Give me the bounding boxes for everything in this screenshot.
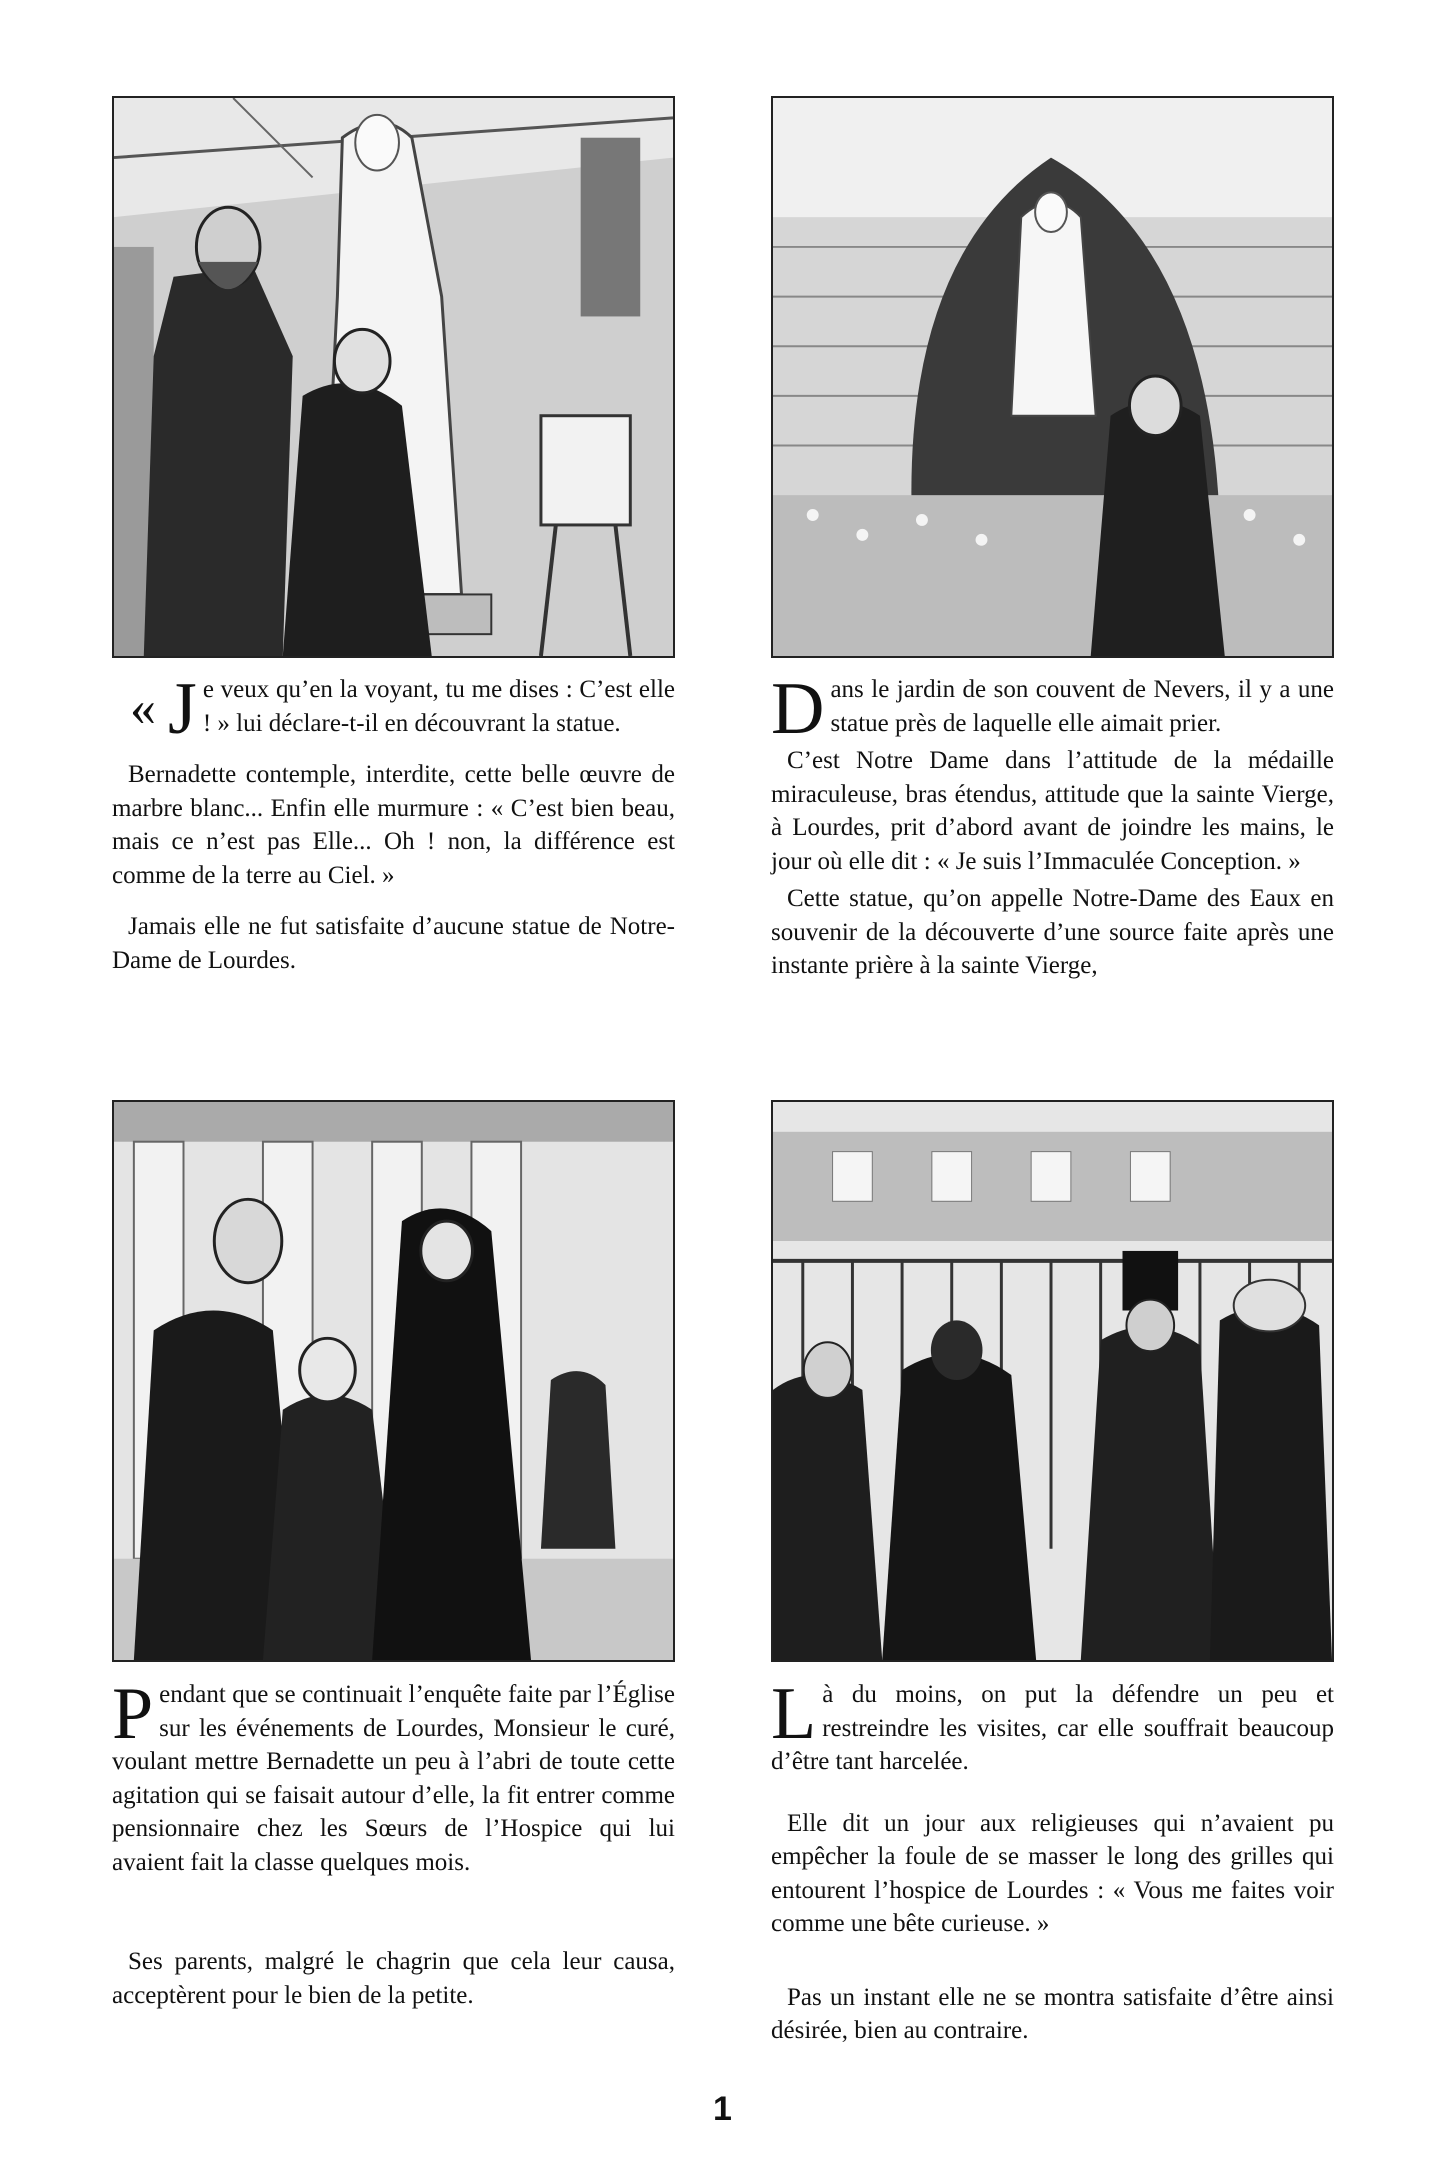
paragraph: Cette statue, qu’on appelle Notre-Dame des Eaux en souvenir de la découverte d’une source faite après une instante prière à la sainte Vierge, [771,885,1334,979]
illustration-crowd-railings-drawing [773,1102,1332,1660]
illustration-hospice-colonnade-drawing [114,1102,673,1660]
illustration-nevers-grotto [771,96,1334,658]
paragraph: Jamais elle ne fut satisfaite d’aucune statue de Notre-Dame de Lourdes. [112,913,675,974]
paragraph [771,668,1334,750]
drop-cap: J [168,668,197,750]
drop-cap: P [112,1673,154,1755]
opening-quote-mark: « [130,680,156,737]
illustration-sculptor-workshop-drawing [114,98,673,656]
paragraph: Elle dit un jour aux religieuses qui n’avaient pu empêcher la foule de se masser le long des grilles qui entourent l’hospice de Lourdes : « Vous me faites voir comme une bête curieuse. » [771,1809,1334,1937]
paragraph [112,668,675,750]
text-block-nevers-garden [771,668,1334,983]
illustration-sculptor-workshop [112,96,675,658]
paragraph-text: à du moins, on put la défendre un peu et restreindre les visites, car elle souffrait beaucoup d’être tant harcelée. [771,1681,1334,1775]
illustration-nevers-grotto-drawing [773,98,1332,656]
text-block-crowd-visits [771,1673,1334,2048]
paragraph-text: ans le jardin de son couvent de Nevers, il y a une statue près de laquelle elle aimait prier. [830,676,1334,737]
illustration-hospice-colonnade [112,1100,675,1662]
paragraph-text: endant que se continuait l’enquête faite par l’Église sur les événements de Lourdes, Monsieur le curé, voulant mettre Bernadette un peu à l’abri de toute cette agitation qui se faisait autour d’elle, la fit entrer comme pensionnaire chez les Sœurs de l’Hospice qui lui avaient fait la classe quelques mois. [112,1681,675,1876]
text-block-hospice-boarder [112,1673,675,2012]
paragraph [112,1673,675,1879]
paragraph: Bernadette contemple, interdite, cette belle œuvre de marbre blanc... Enfin elle murmure : « C’est bien beau, mais ce n’est pas Elle... Oh ! non, la différence est comme de la terre au Ciel. » [112,761,675,889]
paragraph: Ses parents, malgré le chagrin que cela leur causa, acceptèrent pour le bien de la petite. [112,1948,675,2009]
paragraph: C’est Notre Dame dans l’attitude de la médaille miraculeuse, bras étendus, attitude que la sainte Vierge, à Lourdes, prit d’abord avant de joindre les mains, le jour où elle dit : « Je suis l’Immaculée Conception. » [771,747,1334,875]
paragraph-text: e veux qu’en la voyant, tu me dises : C’est elle ! » lui déclare-t-il en découvrant la statue. [202,676,675,737]
drop-cap: L [771,1673,817,1755]
page-number: 1 [713,2090,732,2128]
text-block-statue-workshop [112,668,675,977]
paragraph: Pas un instant elle ne se montra satisfaite d’être ainsi désirée, bien au contraire. [771,1983,1334,2044]
paragraph [771,1673,1334,1779]
illustration-crowd-railings [771,1100,1334,1662]
drop-cap: D [771,668,825,750]
